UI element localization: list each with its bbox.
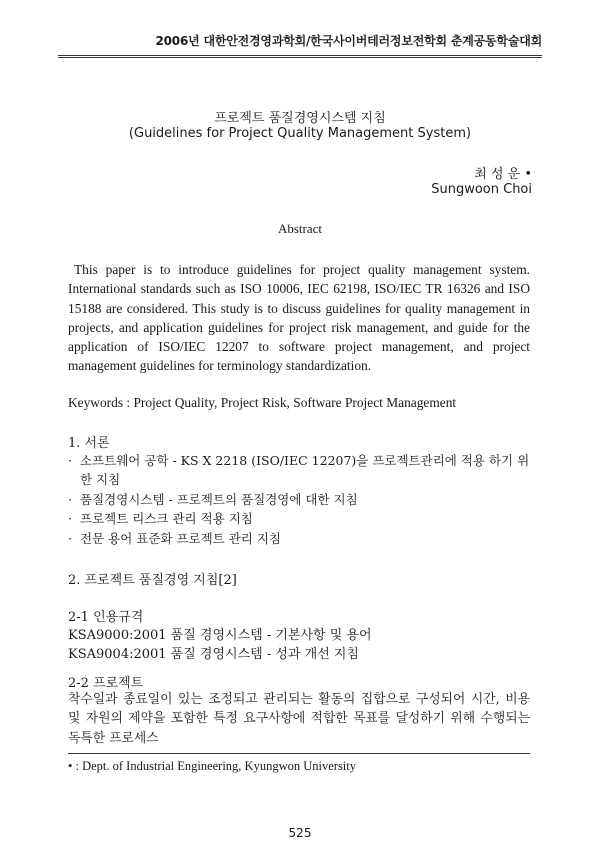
abstract-heading: Abstract bbox=[277, 221, 323, 236]
list-item bbox=[68, 451, 538, 490]
bullet-mark: · bbox=[68, 530, 72, 546]
cited-standards-list bbox=[68, 626, 372, 665]
paper-title-korean: 프로젝트 품질경영시스템 지침 bbox=[214, 111, 386, 126]
running-header: 2006년 대한안전경영과학회/한국사이버테러정보전학회 춘계공동학술대회 bbox=[58, 32, 542, 58]
section-1-bullet-list bbox=[68, 451, 538, 548]
list-item bbox=[68, 529, 538, 548]
paper-title-english: (Guidelines for Project Quality Management System) bbox=[128, 126, 472, 141]
section-2-1-heading: 2-1 인용규격 bbox=[68, 610, 144, 625]
keywords-line: Keywords : Project Quality, Project Risk, Software Project Management bbox=[68, 395, 457, 410]
list-item bbox=[68, 509, 538, 528]
author-affiliation-footnote: • : Dept. of Industrial Engineering, Kyungwon University bbox=[68, 759, 357, 773]
bullet-mark: · bbox=[68, 453, 72, 468]
section-1-heading: 1. 서론 bbox=[68, 436, 110, 451]
bullet-mark: · bbox=[68, 491, 72, 507]
project-definition-text: 착수일과 종료일이 있는 조정되고 관리되는 활동의 집합으로 구성되어 시간, 비용 및 자원의 제약을 포함한 특정 요구사항에 적합한 목표를 달성하기 위해 수행되는 독특한 프로세스 bbox=[68, 692, 530, 746]
footnote-divider bbox=[68, 753, 530, 754]
section-2-heading: 2. 프로젝트 품질경영 지침[2] bbox=[68, 573, 237, 588]
abstract-body: This paper is to introduce guidelines for project quality management system. International standards such as ISO 10006, IEC 62198, ISO/IEC TR 16326 and ISO 15188 are considered. This study is to discuss guidelines for quality management in projects, and application guidelines for project risk management, and guide for the application of ISO/IEC 12207 to software project management, and project management guidelines for terminology standardization. bbox=[68, 262, 530, 374]
list-item-text: 품질경영시스템 - 프로젝트의 품질경영에 대한 지침 bbox=[80, 491, 358, 507]
page-number: 525 bbox=[288, 826, 312, 840]
bullet-mark: · bbox=[68, 511, 72, 527]
cited-standard-line: KSA9000:2001 품질 경영시스템 - 기본사항 및 용어 bbox=[68, 628, 372, 643]
list-item bbox=[68, 490, 538, 509]
list-item-text: 소프트웨어 공학 - KS X 2218 (ISO/IEC 12207)을 프로젝트관리에 적용 하기 위 한 지침 bbox=[80, 453, 530, 488]
list-item-text: 프로젝트 리스크 관리 적용 지침 bbox=[80, 511, 253, 527]
author-name-english: Sungwoon Choi bbox=[431, 182, 532, 197]
author-name-korean: 최 성 운 • bbox=[474, 167, 532, 182]
section-2-2-heading: 2-2 프로젝트 bbox=[68, 676, 144, 691]
cited-standard-line: KSA9004:2001 품질 경영시스템 - 성과 개선 지침 bbox=[68, 647, 359, 663]
list-item-text: 전문 용어 표준화 프로젝트 관리 지침 bbox=[80, 530, 281, 546]
